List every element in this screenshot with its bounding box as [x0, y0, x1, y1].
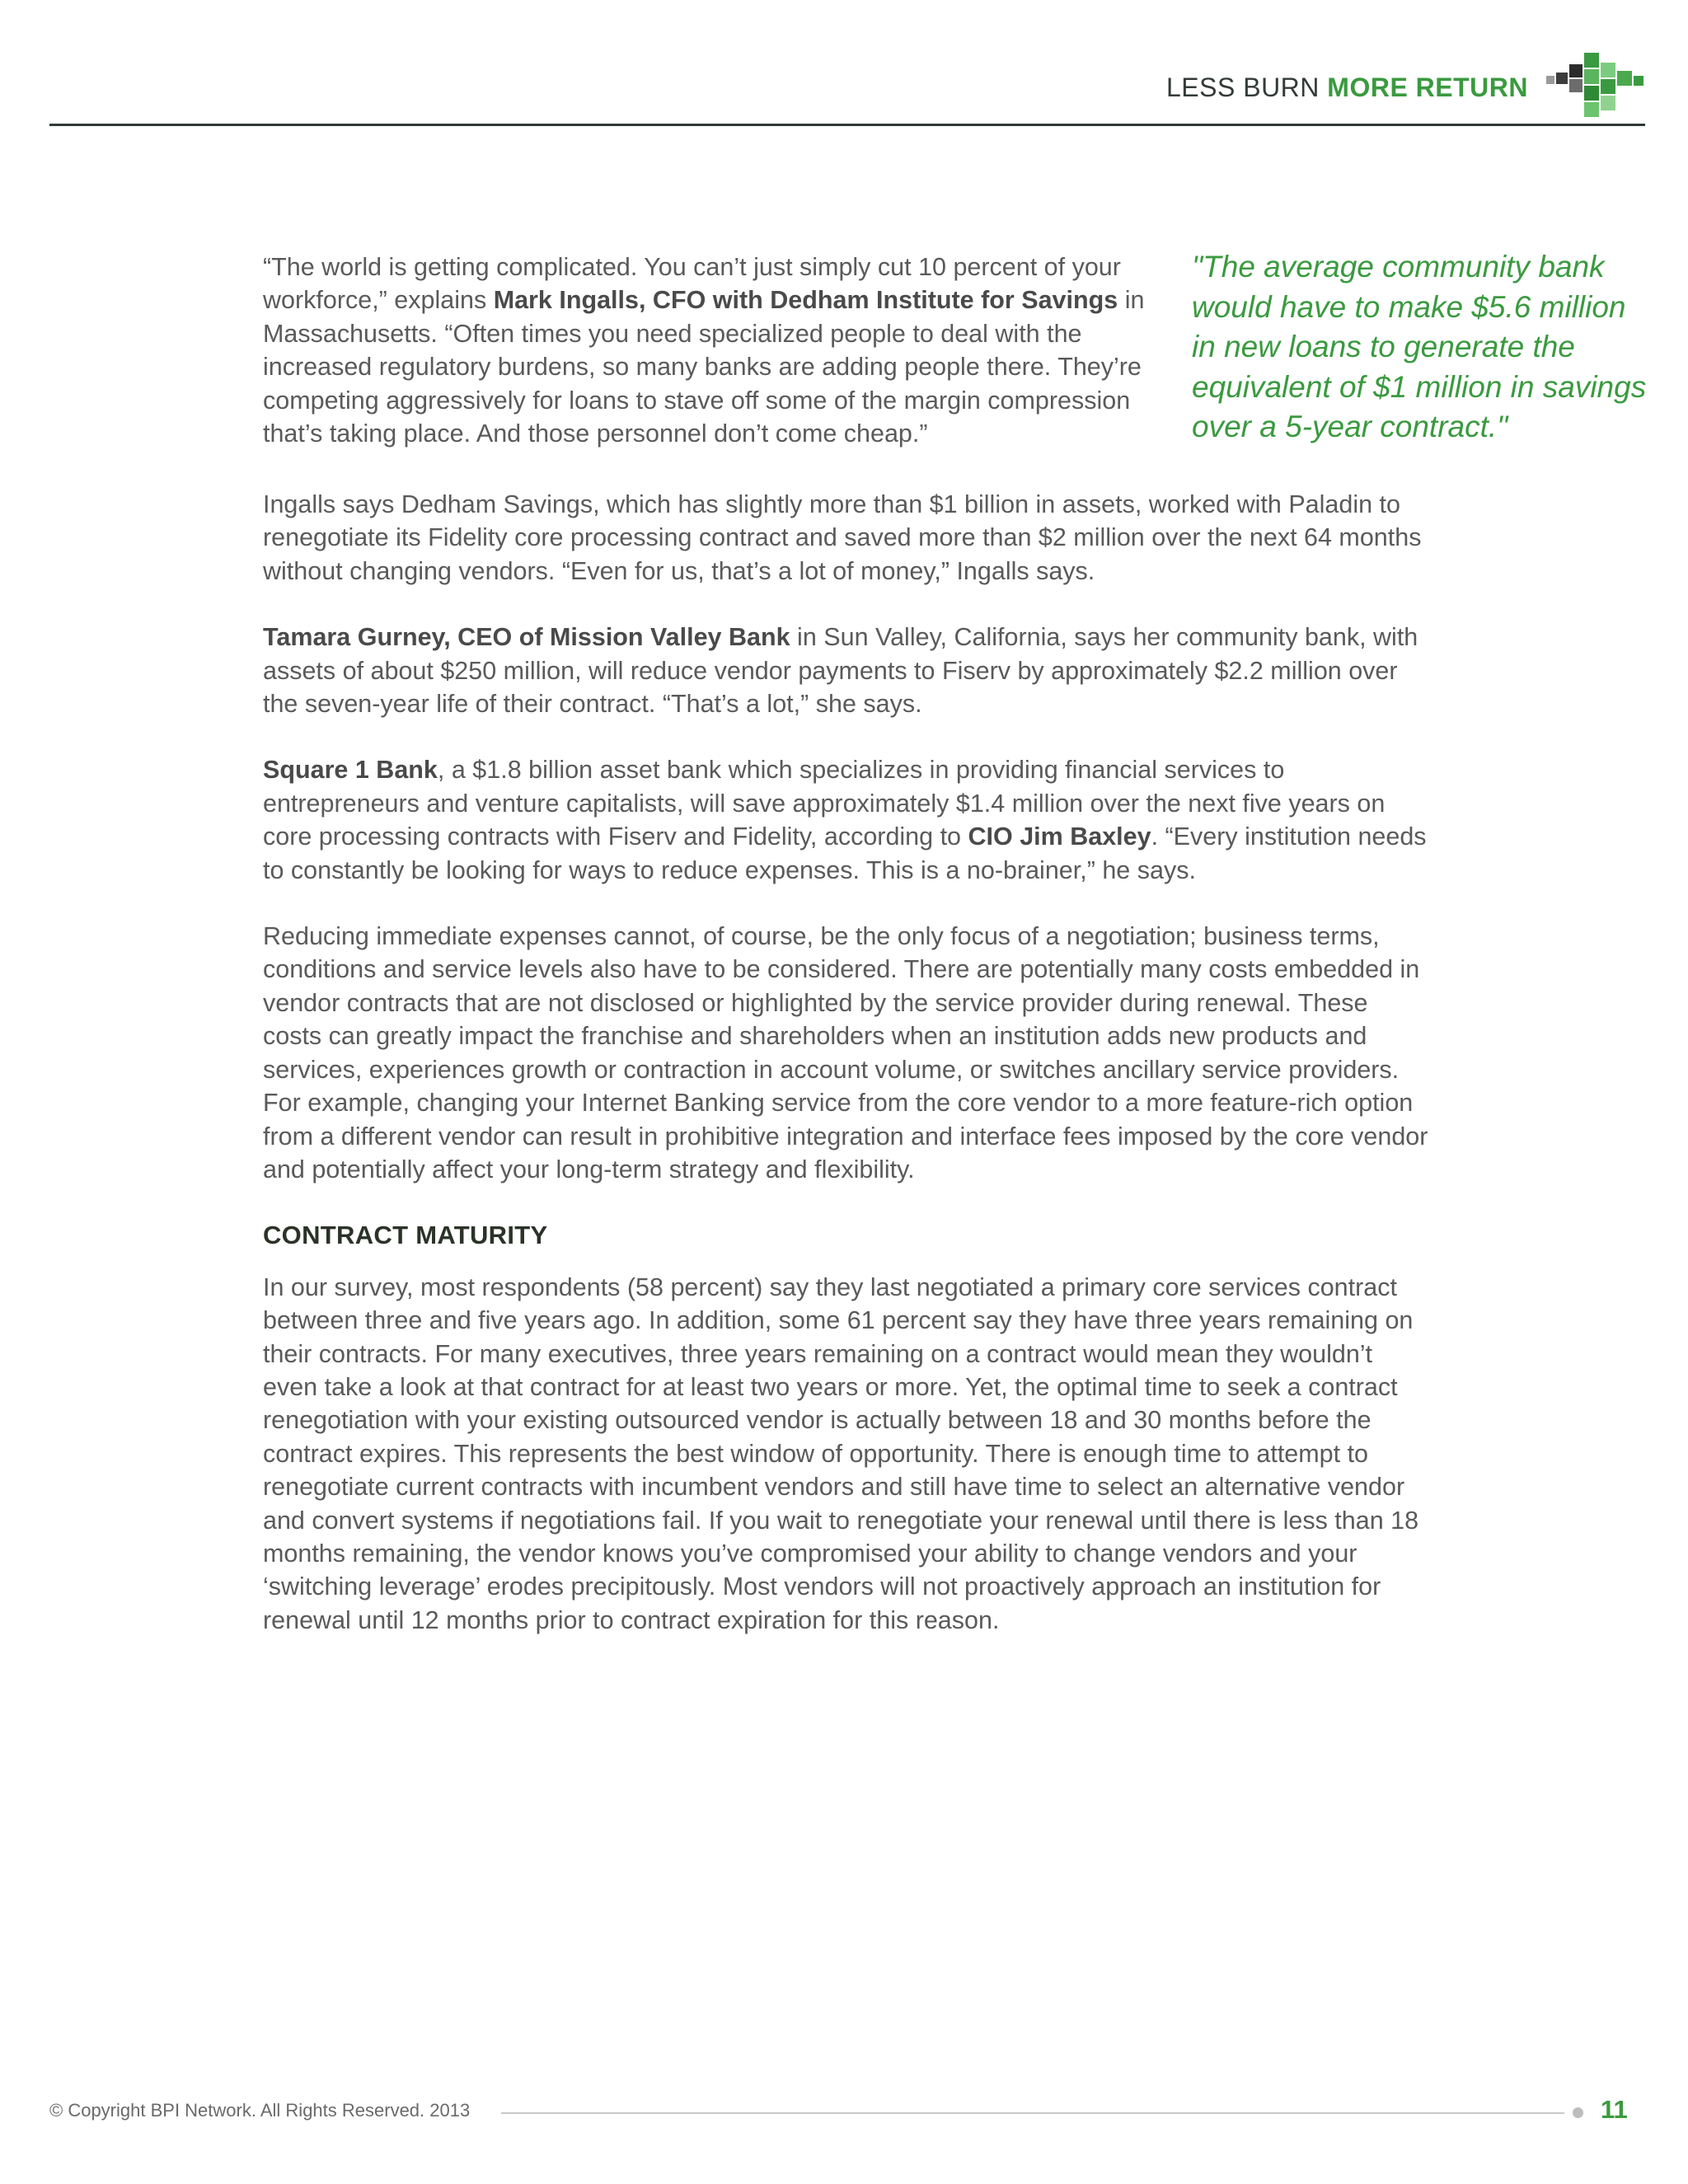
footer-copyright: © Copyright BPI Network. All Rights Reserved. 2013 — [49, 2100, 471, 2121]
paragraph-contract-maturity: In our survey, most respondents (58 percent) say they last negotiated a primary core services contract between three and five years ago. In addition, some 61 percent say they have three years remaining on their contracts. For many executives, three years remaining on a contract would mean they wouldn’t even take a look at that contract for at least two years or more. Yet, the optimal time to seek a contract renegotiation with your existing outsourced vendor is actually between 18 and 30 months before the contract expires. This represents the best window of opportunity. There is enough time to attempt to renegotiate current contracts with incumbent vendors and still have time to select an alternative vendor and convert systems if negotiations fail. If you wait to renegotiate your renewal until there is less than 18 months remaining, the vendor knows you’ve compromised your ability to change vendors and your ‘switching leverage’ erodes precipitously. Most vendors will not proactively approach an institution for renewal until 12 months prior to contract expiration for this reason. — [263, 1272, 1419, 1634]
bold-tamara-gurney: Tamara Gurney, CEO of Mission Valley Bank — [263, 623, 790, 652]
paragraph-mission-valley-text: in Sun Valley, California, says her community bank, with assets of about $250 million, will reduce vendor payments to Fiserv by approximately $2.2 million over the seven-year life of their contract. “That’s a lot,” she says. — [263, 623, 1418, 719]
paragraph-square1-text-1: , a $1.8 billion asset bank which specializes in providing financial services to entrepreneurs and venture capitalists, will save approximately $1.4 million over the next five years on core processing contracts with Fiserv and Fidelity, according to — [263, 756, 1386, 851]
article-body — [263, 488, 1433, 1637]
section-heading-contract-maturity: CONTRACT MATURITY — [263, 1221, 548, 1250]
intro-bold-name: Mark Ingalls, CFO with Dedham Institute for Savings — [493, 286, 1118, 315]
intro-paragraph — [263, 251, 1161, 450]
intro-text-2: in Massachusetts. “Often times you need specialized people to deal with the increased regulatory burdens, so many banks are adding people there. They’re competing aggressively for loans to stave off some of the margin compression that’s taking place. And those personnel don’t come cheap.” — [263, 286, 1145, 448]
page-number: 11 — [1601, 2095, 1628, 2124]
footer-divider — [501, 2112, 1564, 2114]
brand-less-burn: LESS BURN — [1166, 73, 1320, 102]
paragraph-square1-text-2: . “Every institution needs to constantly be looking for ways to reduce expenses. This is a no-brainer,” he says. — [263, 823, 1427, 884]
brand-more-return: MORE RETURN — [1327, 73, 1528, 102]
bold-cio-jim-baxley: CIO Jim Baxley — [968, 823, 1151, 851]
pixel-logo-icon — [1546, 53, 1645, 119]
paragraph-mission-valley — [263, 621, 1433, 720]
footer-dot-icon — [1573, 2107, 1583, 2118]
page-header — [49, 46, 1645, 126]
brand-tagline — [1166, 73, 1528, 103]
pull-quote: "The average community bank would have to make $5.6 million in new loans to generate the equivalent of $1 million in savings over a 5-year contract." — [1192, 250, 1647, 443]
intro-text-1: “The world is getting complicated. You can’t just simply cut 10 percent of your workforce,” explains — [263, 253, 1121, 315]
bold-square1-bank: Square 1 Bank — [263, 756, 438, 785]
paragraph-dedham: Ingalls says Dedham Savings, which has slightly more than $1 billion in assets, worked with Paladin to renegotiate its Fidelity core processing contract and saved more than $2 million over the next 64 months without changing vendors. “Even for us, that’s a lot of money,” Ingalls says. — [263, 490, 1422, 585]
paragraph-expenses: Reducing immediate expenses cannot, of course, be the only focus of a negotiation; business terms, conditions and service levels also have to be considered. There are potentially many costs embedded in vendor contracts that are not disclosed or highlighted by the service provider during renewal. These costs can greatly impact the franchise and shareholders when an institution adds new products and services, experiences growth or contraction in account volume, or switches ancillary service providers. For example, changing your Internet Banking service from the core vendor to a more feature-rich option from a different vendor can result in prohibitive integration and interface fees imposed by the core vendor and potentially affect your long-term strategy and flexibility. — [263, 922, 1428, 1183]
paragraph-square1 — [263, 753, 1433, 887]
